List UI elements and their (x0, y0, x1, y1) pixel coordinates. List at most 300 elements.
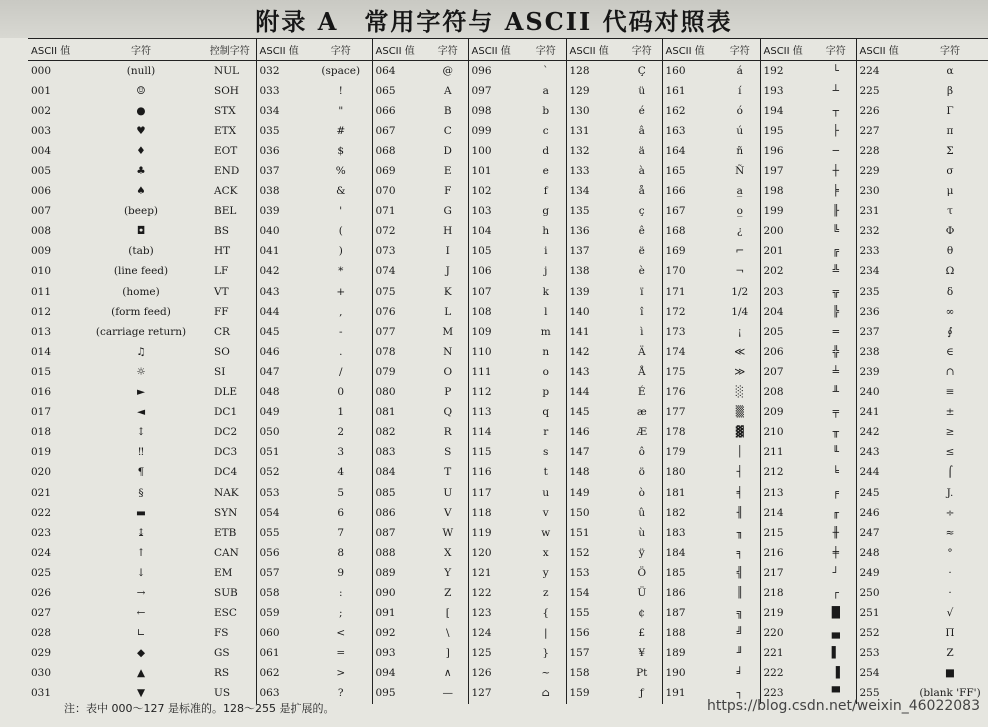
char-cell: = (310, 644, 372, 664)
char-cell: ¿ (720, 222, 760, 242)
char-cell: ⌐ (720, 242, 760, 262)
char-cell: R (428, 423, 468, 443)
ascii-code: 034 (259, 104, 280, 117)
char-cell: * (310, 262, 372, 282)
control-char: ETB (204, 523, 256, 543)
char-cell: Pt (622, 664, 662, 684)
char-cell: Ω (945, 265, 955, 278)
table-row (28, 302, 988, 322)
ascii-code: 121 (471, 566, 492, 579)
ascii-code: 245 (859, 486, 880, 499)
char-cell: 2 (310, 423, 372, 443)
char-cell: ¢ (622, 604, 662, 624)
ascii-code: 154 (569, 586, 590, 599)
ascii-code: 043 (259, 285, 280, 298)
ascii-code: 101 (471, 165, 492, 178)
ascii-code: 102 (471, 185, 492, 198)
char-cell: L (428, 302, 468, 322)
ascii-code: 060 (259, 627, 280, 640)
char-cell: ) (310, 242, 372, 262)
char-cell: ╔ (816, 242, 856, 262)
ascii-code: 023 (31, 526, 52, 539)
char-cell: Ñ (720, 161, 760, 181)
ascii-code: 136 (569, 225, 590, 238)
char-cell: } (526, 644, 566, 664)
ascii-code: 110 (471, 345, 492, 358)
char-cell: J (428, 262, 468, 282)
char-cell: Q (428, 403, 468, 423)
char-cell: O (428, 362, 468, 382)
control-char: HT (204, 242, 256, 262)
table-row (28, 543, 988, 563)
char-cell: ╦ (816, 282, 856, 302)
ascii-code: 192 (763, 64, 784, 77)
char-cell: q (526, 403, 566, 423)
header-code: ASCII 值 (662, 39, 720, 61)
char-cell: ║ (720, 583, 760, 603)
table-row (28, 121, 988, 141)
header-char: 字符 (78, 39, 204, 61)
ascii-code: 173 (665, 325, 686, 338)
char-cell: ► (136, 386, 146, 399)
char-cell: ╨ (816, 383, 856, 403)
char-cell: ` (526, 61, 566, 82)
char-cell: │ (720, 443, 760, 463)
char-cell: ° (947, 546, 953, 559)
ascii-code: 075 (375, 285, 396, 298)
ascii-code: 061 (259, 647, 280, 660)
control-char: SOH (204, 81, 256, 101)
ascii-code: 253 (859, 647, 880, 660)
char-cell: Σ (946, 144, 954, 157)
char-cell: n (526, 342, 566, 362)
table-row (28, 242, 988, 262)
char-cell: (space) (310, 61, 372, 82)
table-row (28, 222, 988, 242)
char-cell: S (428, 443, 468, 463)
char-cell: ▄ (816, 624, 856, 644)
char-cell: (form feed) (111, 305, 171, 318)
char-cell: ▌ (816, 644, 856, 664)
ascii-code: 112 (471, 386, 492, 399)
ascii-code: 106 (471, 265, 492, 278)
char-cell: ╠ (816, 302, 856, 322)
control-char: SYN (204, 503, 256, 523)
char-cell: ◆ (136, 647, 146, 660)
char-cell: î (622, 302, 662, 322)
ascii-code: 115 (471, 446, 492, 459)
table-row (28, 463, 988, 483)
ascii-code: 165 (665, 165, 686, 178)
char-cell: Γ (946, 104, 954, 117)
char-cell: ú (720, 121, 760, 141)
char-cell: W (428, 523, 468, 543)
table-row (28, 282, 988, 302)
ascii-code: 232 (859, 225, 880, 238)
ascii-code: 158 (569, 667, 590, 680)
control-char: ESC (204, 604, 256, 624)
ascii-code: 000 (31, 64, 52, 77)
char-cell: (carriage return) (95, 325, 187, 338)
char-cell: $ (310, 141, 372, 161)
ascii-code: 247 (859, 526, 880, 539)
char-cell: ◄ (136, 406, 146, 419)
char-cell: ■ (945, 667, 955, 680)
char-cell: ╛ (720, 664, 760, 684)
ascii-code: 024 (31, 546, 52, 559)
header-char: 字符 (816, 39, 856, 61)
control-char: CR (204, 322, 256, 342)
ascii-code: 017 (31, 406, 52, 419)
char-cell: ♦ (136, 144, 146, 157)
ascii-code: 177 (665, 406, 686, 419)
ascii-code: 153 (569, 566, 590, 579)
ascii-code: 216 (763, 546, 784, 559)
char-cell: ' (310, 202, 372, 222)
ascii-code: 003 (31, 124, 52, 137)
char-cell: é (622, 101, 662, 121)
ascii-code: 008 (31, 225, 52, 238)
char-cell: Ä (622, 342, 662, 362)
ascii-code: 195 (763, 124, 784, 137)
char-cell: θ (946, 245, 954, 258)
ascii-code: 059 (259, 607, 280, 620)
ascii-code: 214 (763, 506, 784, 519)
char-cell: ♥ (136, 124, 146, 137)
char-cell: > (310, 664, 372, 684)
ascii-code: 220 (763, 627, 784, 640)
char-cell: ù (622, 523, 662, 543)
ascii-code: 134 (569, 185, 590, 198)
ascii-code: 076 (375, 305, 396, 318)
ascii-code: 215 (763, 526, 784, 539)
ascii-code: 191 (665, 687, 686, 700)
char-cell: 7 (310, 523, 372, 543)
char-cell: 5 (310, 483, 372, 503)
char-cell: ╘ (816, 463, 856, 483)
ascii-code: 069 (375, 165, 396, 178)
ascii-code: 013 (31, 325, 52, 338)
char-cell: ▬ (136, 506, 146, 519)
header-code: ASCII 值 (760, 39, 816, 61)
ascii-code: 241 (859, 406, 880, 419)
char-cell: B (428, 101, 468, 121)
ascii-code: 140 (569, 305, 590, 318)
char-cell: ƒ (622, 684, 662, 704)
char-cell: (beep) (123, 205, 159, 218)
char-cell: m (526, 322, 566, 342)
ascii-code: 120 (471, 546, 492, 559)
control-char: STX (204, 101, 256, 121)
control-char: BS (204, 222, 256, 242)
char-cell: ☺ (136, 84, 146, 97)
ascii-code: 083 (375, 446, 396, 459)
char-cell: ì (622, 322, 662, 342)
char-cell: à (622, 161, 662, 181)
header-code: ASCII 值 (372, 39, 428, 61)
char-cell: 1 (310, 403, 372, 423)
ascii-code: 128 (569, 64, 590, 77)
ascii-code: 031 (31, 687, 52, 700)
ascii-code: 198 (763, 185, 784, 198)
ascii-code: 051 (259, 446, 280, 459)
ascii-code: 189 (665, 647, 686, 660)
char-cell: ô (622, 443, 662, 463)
char-cell: ╪ (816, 543, 856, 563)
ascii-code: 196 (763, 144, 784, 157)
ascii-code: 238 (859, 345, 880, 358)
ascii-code: 020 (31, 466, 52, 479)
char-cell: ∈ (946, 345, 954, 358)
ascii-code: 250 (859, 586, 880, 599)
char-cell: ] (428, 644, 468, 664)
ascii-code: 178 (665, 426, 686, 439)
char-cell: ↨ (136, 526, 146, 539)
ascii-code: 213 (763, 486, 784, 499)
ascii-code: 019 (31, 446, 52, 459)
char-cell: ╓ (816, 503, 856, 523)
ascii-code: 055 (259, 526, 280, 539)
ascii-code: 229 (859, 165, 880, 178)
ascii-code: 125 (471, 647, 492, 660)
table-row (28, 262, 988, 282)
ascii-code: 210 (763, 426, 784, 439)
char-cell: % (310, 161, 372, 181)
char-cell: (blank 'FF') (919, 687, 981, 700)
char-cell: â (622, 121, 662, 141)
control-char: CAN (204, 543, 256, 563)
char-cell: ñ (720, 141, 760, 161)
ascii-code: 224 (859, 64, 880, 77)
ascii-code: 243 (859, 446, 880, 459)
char-cell: Ö (622, 563, 662, 583)
char-cell: x (526, 543, 566, 563)
char-cell: # (310, 121, 372, 141)
control-char: ETX (204, 121, 256, 141)
char-cell: C (428, 121, 468, 141)
char-cell: μ (946, 185, 954, 198)
char-cell: ▒ (720, 403, 760, 423)
ascii-code: 087 (375, 526, 396, 539)
char-cell: σ (946, 165, 954, 178)
char-cell: Φ (945, 225, 955, 238)
char-cell: ∞ (945, 305, 955, 318)
ascii-code: 227 (859, 124, 880, 137)
char-cell: ┤ (720, 463, 760, 483)
ascii-code: 242 (859, 426, 880, 439)
char-cell: á (720, 61, 760, 82)
ascii-code: 049 (259, 406, 280, 419)
char-cell: ¡ (720, 322, 760, 342)
char-cell: ┼ (816, 161, 856, 181)
ascii-code: 187 (665, 607, 686, 620)
char-cell: y (526, 563, 566, 583)
char-cell: s (526, 443, 566, 463)
ascii-code: 046 (259, 345, 280, 358)
table-row (28, 523, 988, 543)
ascii-code: 108 (471, 305, 492, 318)
char-cell: ╚ (816, 222, 856, 242)
ascii-code: 239 (859, 365, 880, 378)
header-char: 字符 (912, 39, 988, 61)
char-cell: ╬ (816, 342, 856, 362)
ascii-code: 004 (31, 144, 52, 157)
table-row (28, 483, 988, 503)
ascii-code: 074 (375, 265, 396, 278)
ascii-code: 095 (375, 687, 396, 700)
char-cell: (tab) (128, 245, 154, 258)
ascii-code: 091 (375, 607, 396, 620)
ascii-code: 118 (471, 506, 492, 519)
ascii-code: 254 (859, 667, 880, 680)
header-code: ASCII 值 (468, 39, 526, 61)
ascii-code: 240 (859, 386, 880, 399)
ascii-code: 090 (375, 586, 396, 599)
ascii-code: 138 (569, 265, 590, 278)
ascii-code: 085 (375, 486, 396, 499)
char-cell: ü (622, 81, 662, 101)
char-cell: █ (816, 604, 856, 624)
char-cell: ♫ (136, 345, 146, 358)
char-cell: ö (622, 463, 662, 483)
char-cell: < (310, 624, 372, 644)
char-cell: ◘ (136, 225, 146, 238)
char-cell: U (428, 483, 468, 503)
ascii-code: 040 (259, 225, 280, 238)
ascii-code: 139 (569, 285, 590, 298)
ascii-code: 111 (471, 365, 492, 378)
ascii-code: 065 (375, 84, 396, 97)
char-cell: ↑ (136, 546, 146, 559)
ascii-code: 098 (471, 104, 492, 117)
ascii-code: 057 (259, 566, 280, 579)
ascii-code: 211 (763, 446, 784, 459)
char-cell: ‼ (138, 446, 144, 459)
ascii-code: 151 (569, 526, 590, 539)
watermark: https://blog.csdn.net/weixin_46022083 (706, 698, 980, 714)
char-cell: Z (428, 583, 468, 603)
ascii-code: 006 (31, 185, 52, 198)
ascii-code: 079 (375, 365, 396, 378)
char-cell: P (428, 383, 468, 403)
ascii-code: 252 (859, 627, 880, 640)
ascii-code: 073 (375, 245, 396, 258)
ascii-code: 009 (31, 245, 52, 258)
ascii-code: 146 (569, 426, 590, 439)
table-row (28, 362, 988, 382)
char-cell: ; (310, 604, 372, 624)
ascii-code: 077 (375, 325, 396, 338)
char-cell: r (526, 423, 566, 443)
char-cell: û (622, 503, 662, 523)
control-char: US (204, 684, 256, 704)
char-cell: o̲ (720, 202, 760, 222)
char-cell: c (526, 121, 566, 141)
ascii-code: 062 (259, 667, 280, 680)
char-cell: & (310, 182, 372, 202)
control-char: END (204, 161, 256, 181)
ascii-code: 014 (31, 345, 52, 358)
char-cell: " (310, 101, 372, 121)
ascii-code: 234 (859, 265, 880, 278)
char-cell: ┌ (816, 583, 856, 603)
char-cell: ⌠ (947, 466, 953, 479)
control-char: RS (204, 664, 256, 684)
char-cell: Å (622, 362, 662, 382)
char-cell: ╫ (816, 523, 856, 543)
char-cell: ╒ (816, 483, 856, 503)
ascii-code: 228 (859, 144, 880, 157)
char-cell: ä (622, 141, 662, 161)
ascii-code: 200 (763, 225, 784, 238)
char-cell: ╥ (816, 423, 856, 443)
ascii-code: 088 (375, 546, 396, 559)
char-cell: K (428, 282, 468, 302)
ascii-code: 094 (375, 667, 396, 680)
ascii-code: 143 (569, 365, 590, 378)
control-char: SI (204, 362, 256, 382)
ascii-code: 010 (31, 265, 52, 278)
ascii-code: 045 (259, 325, 280, 338)
ascii-code: 029 (31, 647, 52, 660)
ascii-code: 201 (763, 245, 784, 258)
char-cell: ╜ (720, 644, 760, 664)
ascii-code: 188 (665, 627, 686, 640)
char-cell: ╞ (816, 182, 856, 202)
ascii-code: 175 (665, 365, 686, 378)
char-cell: e (526, 161, 566, 181)
ascii-code: 114 (471, 426, 492, 439)
char-cell: ? (310, 684, 372, 704)
ascii-code: 035 (259, 124, 280, 137)
char-cell: ╤ (816, 403, 856, 423)
ascii-code: 221 (763, 647, 784, 660)
char-cell: d (526, 141, 566, 161)
ascii-code: 246 (859, 506, 880, 519)
ascii-code: 212 (763, 466, 784, 479)
char-cell: w (526, 523, 566, 543)
ascii-code: 078 (375, 345, 396, 358)
char-cell: δ (946, 285, 954, 298)
char-cell: 8 (310, 543, 372, 563)
table-row (28, 161, 988, 181)
ascii-code: 155 (569, 607, 590, 620)
ascii-code: 070 (375, 185, 396, 198)
char-cell: Z (946, 647, 954, 660)
char-cell: 3 (310, 443, 372, 463)
char-cell: √ (946, 607, 954, 620)
ascii-code: 018 (31, 426, 52, 439)
ascii-code: 152 (569, 546, 590, 559)
char-cell: / (310, 362, 372, 382)
char-cell: ( (310, 222, 372, 242)
char-cell: └ (816, 61, 856, 82)
control-char: DC3 (204, 443, 256, 463)
char-cell: ¶ (137, 466, 145, 479)
table-row (28, 182, 988, 202)
table-row (28, 644, 988, 664)
char-cell: \ (428, 624, 468, 644)
char-cell: ┘ (816, 563, 856, 583)
char-cell: o (526, 362, 566, 382)
table-row (28, 583, 988, 603)
ascii-code: 067 (375, 124, 396, 137)
control-char: DC4 (204, 463, 256, 483)
table-row (28, 322, 988, 342)
ascii-code: 205 (763, 325, 784, 338)
ascii-code: 126 (471, 667, 492, 680)
char-cell: ▀ (816, 684, 856, 704)
